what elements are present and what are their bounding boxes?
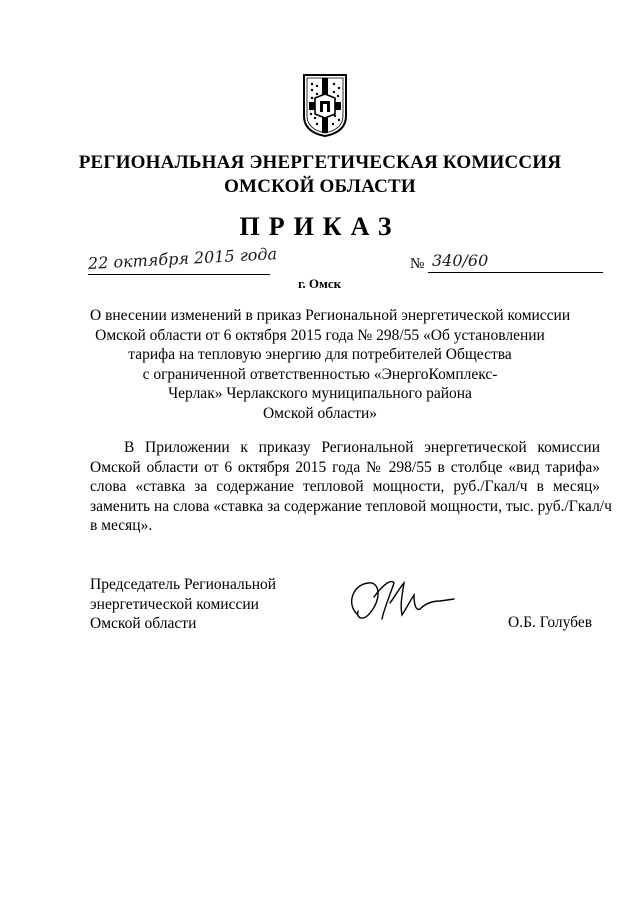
signer-title	[90, 575, 276, 634]
order-subject	[90, 306, 571, 423]
number-sign: №	[410, 256, 425, 272]
signer-title-line: Омской области	[90, 615, 197, 632]
document-type-title: ПРИКАЗ	[239, 212, 401, 241]
signer-title-line: Председатель Региональной	[90, 576, 277, 593]
subject-line: Черлак» Черлакского муниципального района	[168, 385, 472, 402]
number-underline	[428, 272, 603, 273]
order-date-handwritten: 22 октября 2015 года	[87, 244, 278, 273]
body-line: Омской области от 6 октября 2015 года № 298/55 в столбце «вид тарифа»	[90, 458, 600, 476]
omsk-coat-of-arms-icon	[301, 72, 349, 138]
subject-line: тарифа на тепловую энергию для потребителей Общества	[128, 346, 512, 363]
date-underline	[88, 274, 270, 275]
body-line: В Приложении к приказу Региональной энергетической комиссии	[124, 439, 600, 456]
signer-name: О.Б. Голубев	[508, 614, 593, 631]
body-line: слова «ставка за содержание тепловой мощности, руб./Гкал/ч в месяц»	[90, 478, 600, 495]
order-number-handwritten: 340/60	[432, 251, 489, 270]
organization-name-line2: ОМСКОЙ ОБЛАСТИ	[224, 176, 416, 197]
body-line: заменить на слова «ставка за содержание тепловой мощности, тыс. руб./Гкал/ч	[90, 497, 612, 515]
subject-line: О внесении изменений в приказ Региональной энергетической комиссии	[90, 307, 571, 324]
city-label: г. Омск	[298, 276, 342, 291]
handwritten-signature-icon	[344, 575, 464, 625]
subject-line: Омской области»	[262, 404, 378, 422]
subject-line: Омской области от 6 октября 2015 года № 298/55 «Об установлении	[95, 326, 545, 344]
order-body-paragraph	[90, 438, 612, 536]
subject-line: с ограниченной ответственностью «ЭнергоКомплекс-	[142, 365, 498, 383]
signer-title-line: энергетической комиссии	[90, 595, 259, 613]
organization-name-line1: РЕГИОНАЛЬНАЯ ЭНЕРГЕТИЧЕСКАЯ КОМИССИЯ	[78, 152, 562, 173]
body-line: в месяц».	[90, 517, 153, 534]
